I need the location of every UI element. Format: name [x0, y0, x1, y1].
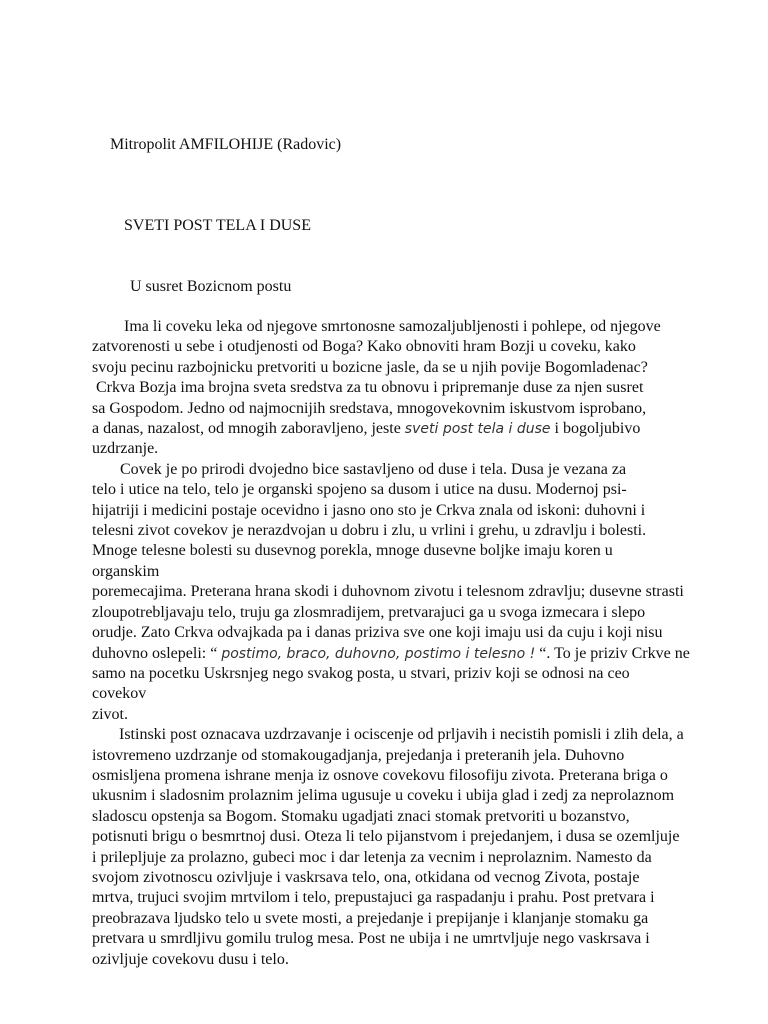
text-line: hijatriji i medicini postaje ocevidno i jasno ono sto je Crkva znala od iskoni: duhovni i — [92, 501, 646, 519]
text-line: pretvara u smrdljivu gomilu trulog mesa. Post ne ubija i ne umrtvljuje nego vaskrsava i — [92, 930, 650, 948]
document-subtitle: U susret Bozicnom postu — [130, 278, 292, 295]
text-line: Mnoge telesne bolesti su dusevnog porekla, mnoge dusevne boljke imaju koren u — [92, 542, 613, 560]
text-line: svoju pecinu razbojnicku pretvoriti u bozicne jasle, da se u njih povije Bogomladenac? — [92, 358, 648, 376]
text-line: samo na pocetku Uskrsnjeg nego svakog posta, u stvari, priziv koji se odnosi na ceo — [92, 664, 630, 682]
text-line: sa Gospodom. Jedno od najmocnijih sredstava, mnogovekovnim iskustvom isprobano, — [92, 399, 647, 417]
text-line: ozivljuje covekovu dusu i telo. — [92, 950, 289, 968]
text-line: potisnuti brigu o besmrtnoj dusi. Oteza li telo pijanstvom i prejedanjem, i dusa se ozemljuje — [92, 828, 680, 846]
text-segment: “. To je priziv Crkve ne — [535, 644, 690, 662]
text-line: preobrazava ljudsko telo u svete mosti, a prejedanje i prepijanje i klanjanje stomaku ga — [92, 909, 649, 927]
text-line: sladoscu opstenja sa Bogom. Stomaku ugadjati znaci stomak pretvoriti u bozanstvo, — [92, 807, 630, 825]
text-line: zloupotrebljavaju telo, truju ga zlosmradijem, pretvarajuci ga u svoga izmecara i slepo — [92, 603, 646, 621]
text-line: telo i utice na telo, telo je organski spojeno sa dusom i utice na dusu. Modernoj psi- — [92, 481, 627, 499]
text-line: covekov — [92, 685, 147, 703]
italic-phrase: sveti post tela i duse — [404, 421, 551, 438]
text-line: Ima li coveku leka od njegove smrtonosne samozaljubljenosti i pohlepe, od njegove — [124, 318, 661, 335]
text-line: istovremeno uzdrzanje od stomakougadjanja, prejedanja i preteranih jela. Duhovno — [92, 746, 625, 764]
text-line: Crkva Bozja ima brojna sveta sredstva za tu obnovu i pripremanje duse za njen susret — [96, 379, 644, 397]
text-segment: duhovno oslepeli: “ — [92, 644, 222, 662]
text-line: i prilepljuje za prolazno, gubeci moc i dar letenja za vecnim i neprolaznim. Namesto da — [92, 848, 652, 866]
text-line: zivot. — [92, 705, 128, 723]
text-line: mrtva, trujuci svojim mrtvilom i telo, prepustajuci ga raspadanju i prahu. Post pretvara i — [92, 889, 655, 907]
text-line: telesni zivot covekov je nerazdvojan u dobru i zlu, u vrlini i grehu, u zdravlju i bolesti. — [92, 522, 647, 540]
author-line: Mitropolit AMFILOHIJE (Radovic) — [110, 136, 342, 153]
document-title: SVETI POST TELA I DUSE — [124, 217, 311, 234]
text-line: svojom zivotnoscu ozivljuje i vaskrsava telo, ona, otkidana od vecnog Zivota, postaje — [92, 868, 640, 886]
text-line: osmisljena promena ishrane menja iz osnove covekovu filosofiju zivota. Preterana briga o — [92, 766, 668, 784]
text-segment: a danas, nazalost, od mnogih zaboravljeno, jeste — [92, 420, 405, 438]
text-line: poremecajima. Preterana hrana skodi i duhovnom zivotu i telesnom zdravlju; dusevne strasti — [92, 583, 684, 601]
text-line: Covek je po prirodi dvojedno bice sastavljeno od duse i tela. Dusa je vezana za — [120, 460, 627, 478]
body-text — [92, 317, 764, 970]
text-segment: i bogoljubivo — [550, 420, 641, 438]
text-line: Istinski post oznacava uzdrzavanje i ociscenje od prljavih i necistih pomisli i zlih dela, a — [119, 726, 684, 744]
text-line: organskim — [92, 562, 160, 580]
text-line: zatvorenosti u sebe i otudjenosti od Boga? Kako obnoviti hram Bozji u coveku, kako — [92, 338, 636, 356]
text-line: ukusnim i sladosnim prolaznim jelima ugusuje u coveku i ubija glad i zedj za neprolaznom — [92, 787, 675, 805]
italic-phrase: postimo, braco, duhovno, postimo i telesno ! — [221, 645, 536, 662]
text-line: orudje. Zato Crkva odvajkada pa i danas priziva sve one koji imaju usi da cuju i koji nisu — [92, 624, 663, 642]
text-line — [92, 644, 764, 664]
text-line — [92, 419, 764, 439]
text-line: uzdrzanje. — [92, 440, 159, 458]
